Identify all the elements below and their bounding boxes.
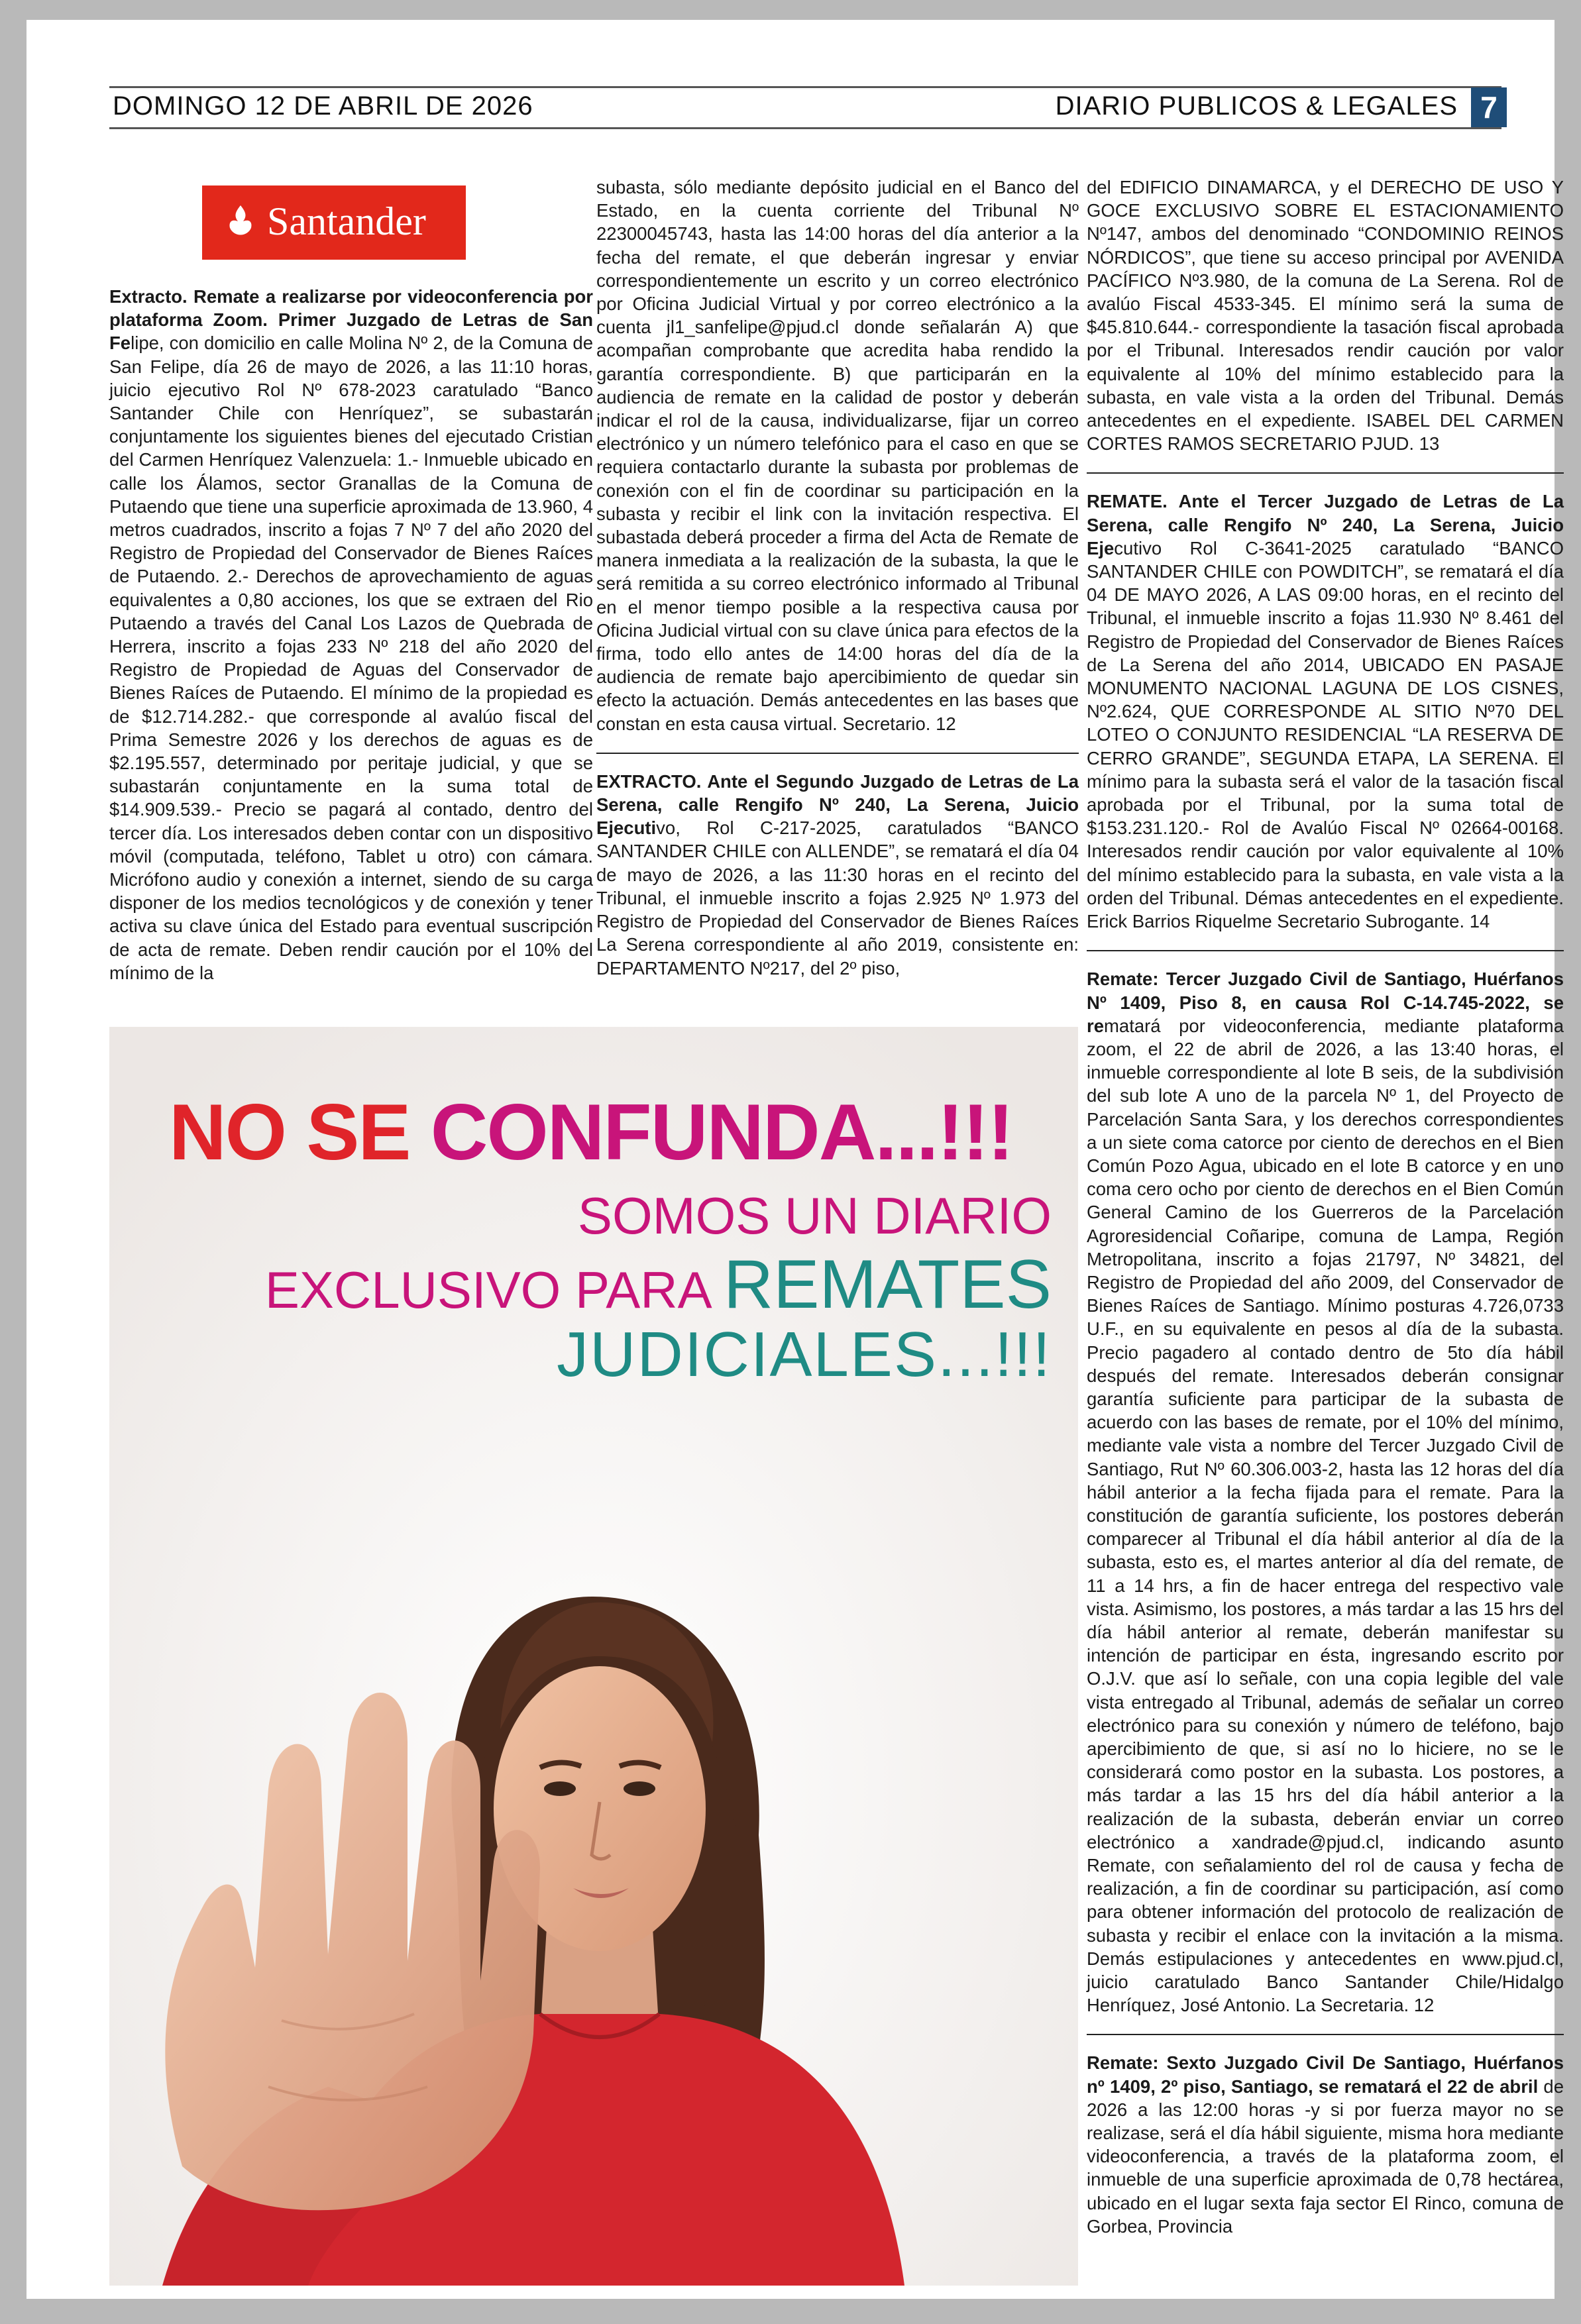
header-publication: DIARIO PUBLICOS & LEGALES	[1055, 91, 1458, 121]
notice-body: matará por videoconferencia, mediante plataforma zoom, el 22 de abril de 2026, a las 13:40 horas, el inmueble correspondiente al lote B seis, de la subdivisión del sub lote A uno de la parcela Nº 1, del Proyecto de Parcelación Santa Sara, y los derechos correspondientes a un siete coma catorce por ciento de derechos en el Bien Común Pozo Agua, ubicado en el lote B catorce y en uno coma cero ocho por ciento de derechos en el Bien Común General Camino de los Guerreros de la Parcelación Agroresidencial Coñaripe, comuna de Lampa, Región Metropolitana, inscrito a fojas 21797, Nº 34821, del Registro de Propiedad del año 2009, del Conservador de Bienes Raíces de Santiago. Mínimo posturas 4.726,0733 U.F., en su equivalente en pesos al día de la subasta. Precio pagadero al contado dentro de 5to día hábil después del remate. Interesados deberán consignar garantía suficiente para participar de la subasta de acuerdo con las bases de remate, por el 10% del mínimo, mediante vale vista a nombre del Tercer Juzgado Civil de Santiago, Rut Nº 60.306.003-2, hasta las 12 horas del día hábil anterior a la fecha fijada para el remate. Para la constitución de garantía suficiente, los postores deberán comparecer al Tribunal el día hábil anterior al día de la subasta, esto es, el martes anterior al día del remate, de 11 a 14 hrs, a fin de hacer entrega del respectivo vale vista. Asimismo, los postores, a más tardar a las 15 hrs del día hábil anterior al remate, deberán manifestar su intención de participar en ésta, ingresando escrito por O.J.V. que así lo señale, con una copia legible del vale vista entregado al Tribunal, además de señalar un correo electrónico para su conexión y número de teléfono, bajo apercibimiento de que, si así no lo hiciere, no se le considerará como postor en la subasta. Los postores, a más tardar a las 15 hrs del día hábil anterior a la realización de la subasta, deberán enviar un correo electrónico a xandrade@pjud.cl, indicando asunto Remate, con señalamiento del rol de causa y fecha de realización, a fin de coordinar su participación, así como para obtener información del protocolo de realización de subasta y recibir el enlace con la invitación a la misma. Demás estipulaciones y antecedentes en www.pjud.cl, juicio caratulado Banco Santander Chile/Hidalgo Henríquez, José Antonio. La Secretaria. 12	[1087, 1015, 1564, 2016]
notice-separator	[596, 753, 1079, 754]
notice-santiago-6	[1087, 2051, 1564, 2238]
notice-heading: EXTRACTO. Ante el Segundo Juzgado de Letras de La Serena, calle Rengifo Nº 240, La Serena, Juicio Ejecuti	[596, 770, 1079, 839]
notice-body: de 2026 a las 12:00 horas -y si por fuerza mayor no se realizase, será el día hábil siguiente, misma hora mediante videoconferencia, a través de la plataforma zoom, el inmueble de una superficie aproximada de 0,78 hectárea, ubicado en el lugar sexta faja sector El Rinco, comuna de Gorbea, Provincia	[1087, 2076, 1564, 2237]
notice-heading: Remate: Sexto Juzgado Civil De Santiago, Huérfanos nº 1409, 2º piso, Santiago, se rematará el 22 de abril	[1087, 2052, 1564, 2097]
header-date: DOMINGO 12 DE ABRIL DE 2026	[113, 91, 533, 121]
santander-flame-icon	[221, 203, 260, 242]
notice-body: lipe, con domicilio en calle Molina Nº 2, de la Comuna de San Felipe, día 26 de mayo de 2026, a las 11:10 horas, juicio ejecutivo Rol Nº 678-2023 caratulado “Banco Santander Chile con Henríquez”, se subastarán conjuntamente los siguientes bienes del ejecutado Cristian del Carmen Henríquez Valenzuela: 1.- Inmueble ubicado en calle los Álamos, sector Granallas de la Comuna de Putaendo que tiene una superficie aproximada de 13.960, 4 metros cuadrados, inscrito a fojas 7 Nº 7 del año 2020 del Registro de Propiedad del Conservador de Bienes Raíces de Putaendo. 2.- Derechos de aprovechamiento de aguas equivalentes a 0,80 acciones, los que se extraen del Rio Putaendo a través del Canal Los Lazos de Quebrada de Herrera, inscrito a fojas 233 Nº 218 del año 2020 del Registro de Propiedad de Aguas del Conservador de Bienes Raíces de Putaendo. El mínimo de la propiedad es de $12.714.282.- que corresponde al avalúo fiscal del Prima Semestre 2026 y los derechos de aguas es de $2.195.557, determinado por peritaje judicial, y que se subastarán conjuntamente en la suma total de $14.909.539.- Precio se pagará al contado, dentro del tercer día. Los interesados deben contar con un dispositivo móvil (computada, teléfono, Tablet u otro) con cámara. Micrófono audio y conexión a internet, siendo de su carga disponer de los medios tecnológicos y de conexión y tener activa su clave única del Estado para eventual suscripción de acta de remate. Deben rendir caución por el 10% del mínimo de la	[109, 333, 593, 983]
ad-line-1: SOMOS UN DIARIO	[577, 1187, 1052, 1245]
notice-body: subasta, sólo mediante depósito judicial en el Banco del Estado, en la cuenta corriente del Tribunal Nº 22300045743, hasta las 14:00 horas del día anterior a la fecha del remate, el que deberán ingresar y enviar correspondientemente un escrito y un correo electrónico por Oficina Judicial Virtual y por correo electrónico a la cuenta jl1_sanfelipe@pjud.cl donde señalarán A) que acompañan comprobante que acredita haba rendido la garantía correspondiente. B) que participarán en la audiencia de remate en la calidad de postor y deberán indicar el rol de la causa, individualizarse, fijar un correo electrónico y un número telefónico para el caso en que se requiera contactarlo durante la subasta por problemas de conexión con el fin de coordinar su participación en la subasta y recibir el link con la invitación respectiva. El subastada deberá proceder a firma del Acta de Remate de manera inmediata a la realización de la subasta, la que le será remitida a su correo electrónico informado al Tribunal en el menor tiempo posible a la respectiva causa por Oficina Judicial virtual con su clave única para efectos de la firma, todo ello antes de 14:00 horas del día de la audiencia de remate bajo apercibimiento de quedar sin efecto la actuación. Demás antecedentes en las bases que constan en esta causa virtual. Secretario. 12	[596, 177, 1079, 734]
page-number: 7	[1471, 87, 1507, 127]
notice-la-serena-3	[1087, 490, 1564, 933]
column-3	[1087, 176, 1564, 2255]
notice-separator	[1087, 950, 1564, 951]
notice-body: vo, Rol C-217-2025, caratulados “BANCO SANTANDER CHILE con ALLENDE”, se rematará el día 04 de mayo de 2026, a las 11:30 horas en el recinto del Tribunal, el inmueble inscrito a fojas 2.925 Nº 1.973 del Registro de Propiedad del Conservador de Bienes Raíces La Serena correspondiente al año 2019, consistente en: DEPARTAMENTO Nº217, del 2º piso,	[596, 818, 1079, 978]
notice-body: del EDIFICIO DINAMARCA, y el DERECHO DE USO Y GOCE EXCLUSIVO SOBRE EL ESTACIONAMIENTO Nº147, ambos del denominado “CONDOMINIO REINOS NÓRDICOS”, que tiene su acceso principal por AVENIDA PACÍFICO Nº3.980, de la comuna de La Serena. Rol de avalúo Fiscal 4533-345. El mínimo será la suma de $45.810.644.- correspondiente la tasación fiscal aprobada por el Tribunal. Interesados rendir caución por valor equivalente al 10% del mínimo establecido para la subasta, en vale vista a la orden del Tribunal. Demás antecedentes en el expediente. ISABEL DEL CARMEN CORTES RAMOS SECRETARIO PJUD. 13	[1087, 177, 1564, 454]
notice-heading: REMATE. Ante el Tercer Juzgado de Letras de La Serena, calle Rengifo Nº 240, La Serena, Juicio Eje	[1087, 491, 1564, 558]
notice-continuation	[1087, 176, 1564, 455]
notice-separator	[1087, 2034, 1564, 2035]
notice-heading: Extracto. Remate a realizarse por videoconferencia por plataforma Zoom. Primer Juzgado de Letras de San Fe	[109, 286, 593, 354]
ad-headline-part1: NO SE	[169, 1088, 431, 1177]
notice-continuation	[596, 176, 1079, 735]
ad-line-2-big: REMATES	[723, 1246, 1052, 1323]
column-1	[109, 285, 593, 1002]
logo-text: Santander	[267, 199, 426, 243]
ad-line-2	[265, 1245, 1052, 1324]
header-top-rule	[109, 86, 1501, 88]
column-2	[596, 176, 1079, 997]
advertisement	[109, 1027, 1078, 2286]
notice-separator	[1087, 472, 1564, 474]
notice-la-serena-2	[596, 770, 1079, 980]
ad-headline-part2: CONFUNDA...!!!	[430, 1088, 1013, 1177]
notice-santiago-3	[1087, 967, 1564, 2017]
ad-line-2-small: EXCLUSIVO PARA	[264, 1261, 724, 1319]
newspaper-page	[27, 20, 1564, 2299]
header-bottom-rule	[109, 127, 1501, 129]
notice-heading: Remate: Tercer Juzgado Civil de Santiago, Huérfanos Nº 1409, Piso 8, en causa Rol C-14.745-2022, se re	[1087, 969, 1564, 1036]
ad-headline	[169, 1086, 1012, 1178]
notice-san-felipe	[109, 285, 593, 984]
ad-line-3: JUDICIALES...!!!	[557, 1319, 1052, 1390]
santander-logo	[202, 185, 466, 260]
notice-body: cutivo Rol C-3641-2025 caratulado “BANCO SANTANDER CHILE con POWDITCH”, se rematará el día 04 DE MAYO 2026, A LAS 09:00 horas, en el recinto del Tribunal, el inmueble inscrito a fojas 11.930 Nº 8.461 del Registro de Propiedad del Conservador de Bienes Raíces de La Serena del año 2014, UBICADO EN PASAJE MONUMENTO NACIONAL LAGUNA DE LOS CISNES, Nº2.624, QUE CORRESPONDE AL SITIO Nº70 DEL LOTEO O CONJUNTO RESIDENCIAL “LA RESERVA DE CERRO GRANDE”, SEGUNDA ETAPA, LA SERENA. El mínimo para la subasta será el valor de la tasación fiscal aprobada por el Tribunal, por la suma total de $153.231.120.- Rol de Avalúo Fiscal Nº 02664-00168. Interesados rendir caución por valor equivalente al 10% del mínimo establecido para la subasta, en vale vista a la orden del Tribunal. Démas antecedentes en el expediente. Erick Barrios Riquelme Secretario Subrogante. 14	[1087, 537, 1564, 932]
